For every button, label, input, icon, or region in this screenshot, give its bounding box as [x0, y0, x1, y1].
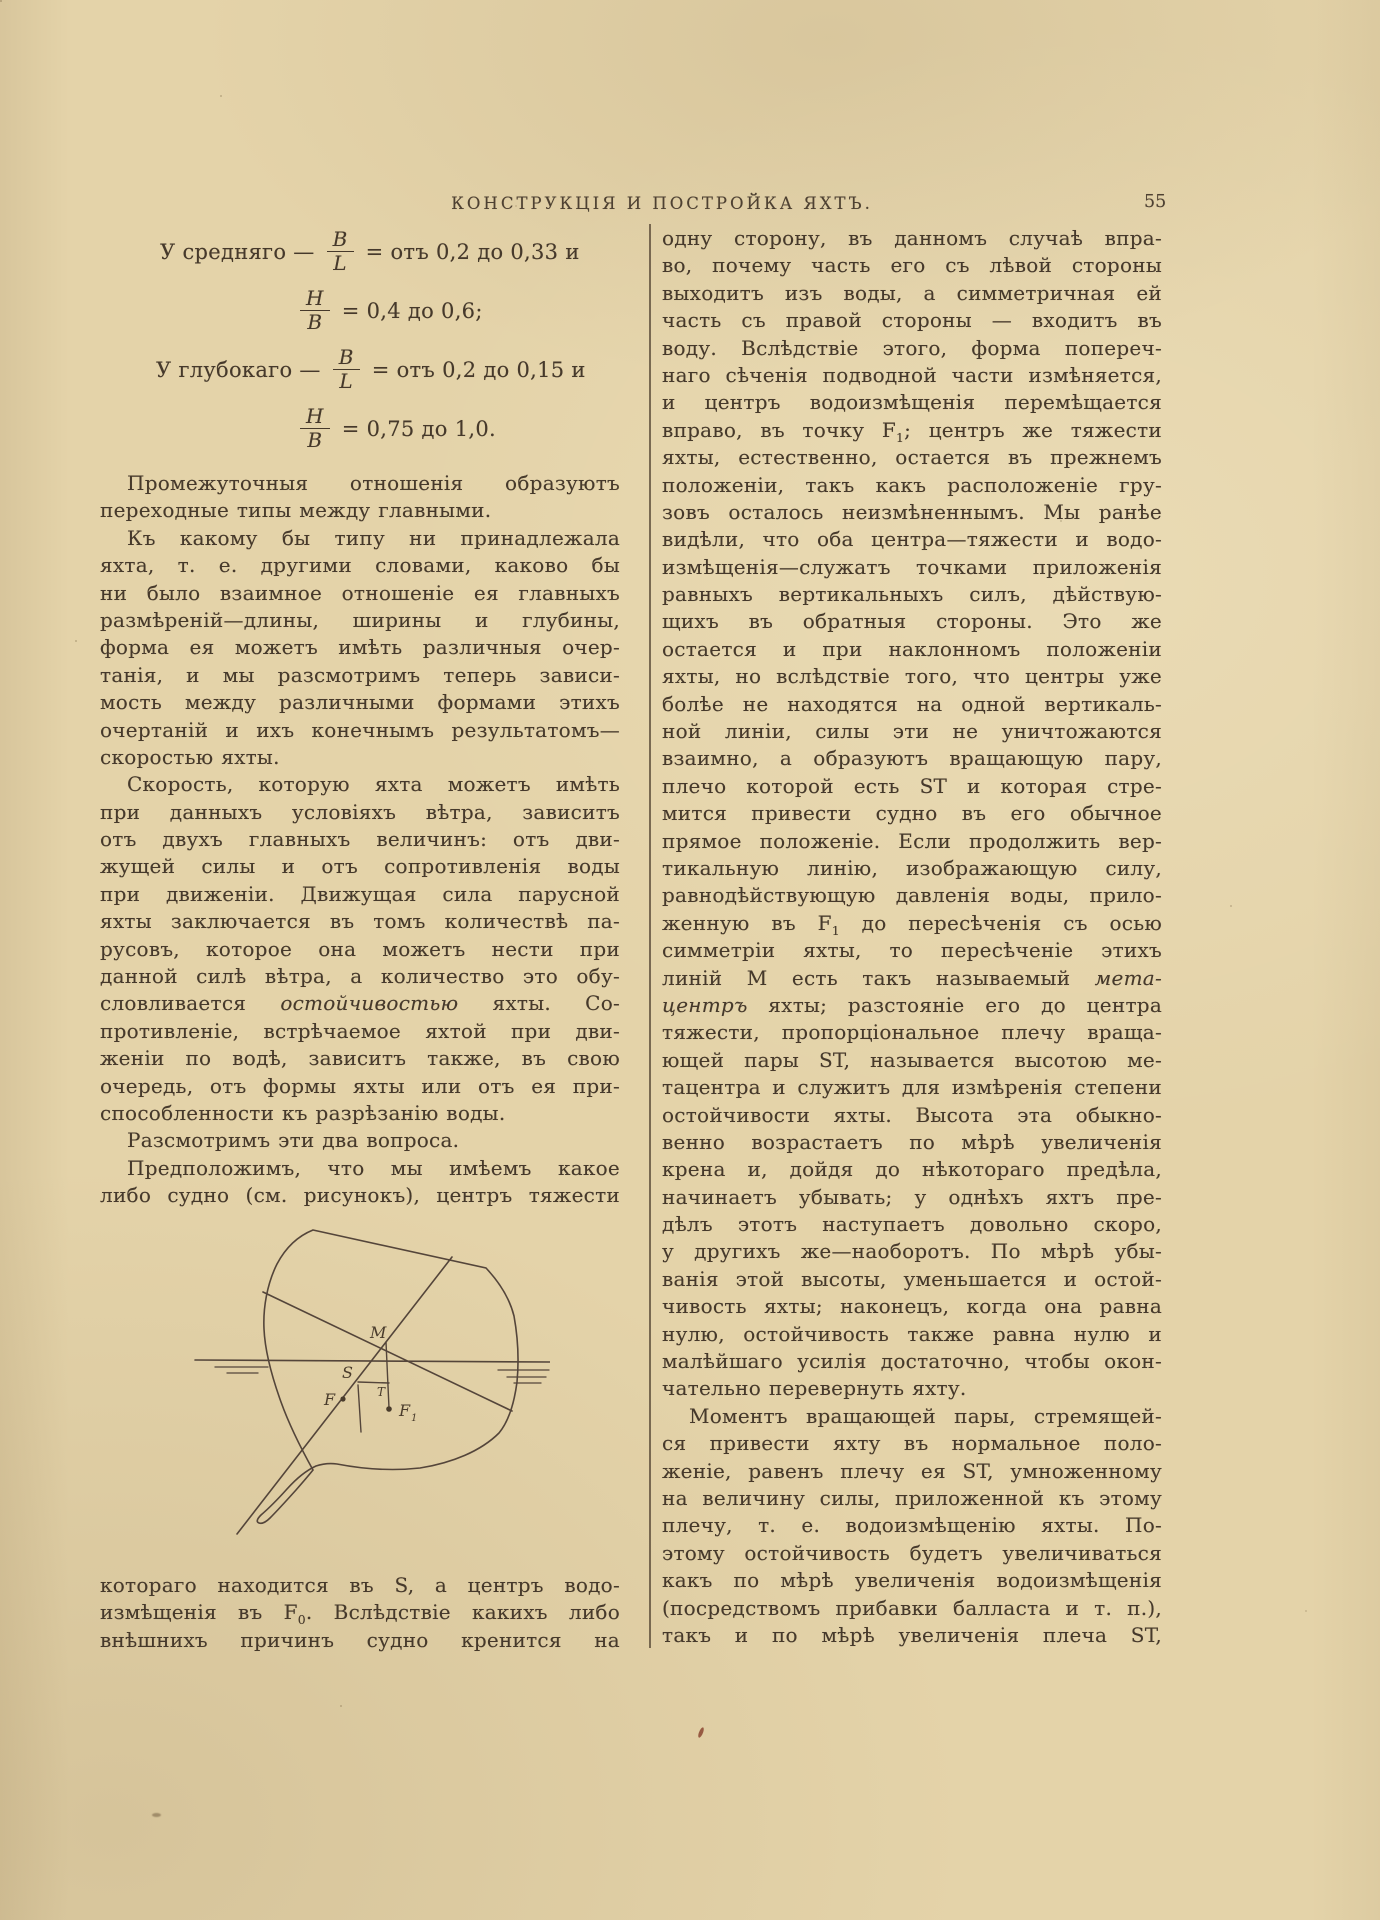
text-line: плечу, т. е. водоизмѣщенію яхты. По- — [662, 1513, 1162, 1538]
text-line: чательно перевернуть яхту. — [662, 1376, 967, 1401]
text-line: воду. Вслѣдствіе этого, форма попереч- — [662, 335, 1162, 360]
text-line: тацентра и служитъ для измѣренія степени — [662, 1075, 1162, 1100]
gravity-center-label: S — [342, 1363, 353, 1382]
text-line: нулю, остойчивость также равна нулю и — [662, 1321, 1162, 1346]
page-number: 55 — [1144, 192, 1167, 212]
formula-prefix: У средняго — — [160, 239, 315, 264]
text-line: венно возрастаетъ по мѣрѣ увеличенія — [662, 1129, 1162, 1154]
text-line: крена и, дойдя до нѣкотораго предѣла, — [662, 1157, 1162, 1182]
lever-st-line — [358, 1382, 389, 1383]
stray-ink-mark — [697, 1727, 704, 1739]
waterline-hatch-left — [215, 1367, 268, 1373]
formula-deep-type-hb — [100, 399, 620, 458]
text-line: у другихъ же—наоборотъ. По мѣрѣ убы- — [662, 1239, 1162, 1264]
running-title: КОНСТРУКЦІЯ И ПОСТРОЙКА ЯХТЪ. — [451, 194, 873, 213]
text-line: на величину силы, приложенной къ этому — [662, 1485, 1162, 1510]
point-f-upright — [340, 1396, 345, 1401]
text-line: ванія этой высоты, уменьшается и остой- — [662, 1266, 1162, 1291]
formula-value: = 0,75 до 1,0. — [341, 416, 496, 441]
text-line: наго сѣченія подводной части измѣняется, — [662, 362, 1162, 387]
text-line: малѣйшаго усилія достаточно, чтобы окон- — [662, 1349, 1162, 1374]
text-line: какъ по мѣрѣ увеличенія водоизмѣщенія — [662, 1568, 1162, 1593]
text-line: ни было взаимное отношеніе ея главныхъ — [100, 580, 620, 605]
text-line: начинаетъ убывать; у однѣхъ яхтъ пре- — [662, 1184, 1162, 1209]
text-line: яхты, но вслѣдствіе того, что центры уже — [662, 664, 1162, 689]
text-line: равныхъ вертикальныхъ силъ, дѣйствую- — [662, 582, 1162, 607]
text-line: либо судно (см. рисунокъ), центръ тяжести — [100, 1183, 620, 1208]
text-line: размѣреній—длины, ширины и глубины, — [100, 607, 620, 632]
text-line: остойчивости яхты. Высота эта обыкно- — [662, 1102, 1162, 1127]
text-line: мость между различными формами этихъ — [100, 690, 620, 715]
text-line: (посредствомъ прибавки балласта и т. п.), — [662, 1595, 1162, 1620]
text-line: чивость яхты; наконецъ, когда она равна — [662, 1294, 1162, 1319]
text-line: ющей пары ST, называется высотою ме- — [662, 1047, 1162, 1072]
text-line: измѣщенія—служатъ точками приложенія — [662, 554, 1162, 579]
text-line: щихъ въ обратныя стороны. Это же — [662, 609, 1162, 634]
text-line: Къ какому бы типу ни принадлежала — [127, 525, 620, 550]
text-line: переходные типы между главными. — [100, 498, 492, 523]
text-line: этому остойчивость будетъ увеличиваться — [662, 1540, 1162, 1565]
text-line: взаимно, а образуютъ вращающую пару, — [662, 746, 1162, 771]
fraction-b-over-l: $\frac{B}{L}$ — [333, 347, 360, 392]
column-divider — [649, 224, 651, 1648]
text-line: плечо которой есть ST и которая стре- — [662, 773, 1162, 798]
formula-prefix: У глубокаго — — [156, 357, 321, 382]
left-column-text-after-figure — [100, 1572, 620, 1654]
displacement-heeled-label: F — [399, 1401, 411, 1420]
text-line: дѣлъ этотъ наступаетъ довольно скоро, — [662, 1212, 1162, 1237]
text-line: прямое положеніе. Если продолжить вер- — [662, 828, 1162, 853]
text-line: женную въ $F_1$ до пересѣченія съ осью — [662, 910, 1162, 938]
text-line: тикальную линію, изображающую силу, — [662, 855, 1162, 880]
waterline — [195, 1360, 550, 1362]
text-line: женіе, равенъ плечу ея ST, умноженному — [662, 1458, 1162, 1483]
text-line: мится привести судно въ его обычное — [662, 801, 1162, 826]
text-line: отъ двухъ главныхъ величинъ: отъ дви- — [100, 827, 620, 852]
lever-point-label: T — [377, 1385, 386, 1399]
metacenter-label: M — [370, 1323, 387, 1342]
text-line: зовъ осталось неизмѣненнымъ. Мы ранѣе — [662, 499, 1162, 524]
text-line: и центръ водоизмѣщенія перемѣщается — [662, 390, 1162, 415]
text-line: яхты заключается въ томъ количествѣ па- — [100, 909, 620, 934]
waterline-hatch-right — [498, 1370, 549, 1383]
text-line: русовъ, которое она можетъ нести при — [100, 936, 620, 961]
gravity-vertical-line — [358, 1385, 361, 1432]
text-line: очертаній и ихъ конечнымъ результатомъ— — [100, 717, 620, 742]
formula-value: = отъ 0,2 до 0,33 и — [365, 239, 580, 264]
left-column — [100, 222, 620, 1210]
heeled-yacht-section-figure — [100, 1212, 550, 1557]
text-line: часть съ правой стороны — входитъ въ — [662, 308, 1162, 333]
text-line: такъ и по мѣрѣ увеличенія плеча ST, — [662, 1622, 1162, 1647]
right-column-text — [662, 225, 1162, 1649]
formula-medium-type-bl — [100, 222, 620, 281]
text-line: словливается остойчивостью яхты. Со- — [100, 991, 621, 1016]
text-line: во, почему часть его съ лѣвой стороны — [662, 253, 1162, 278]
text-line: яхта, т. е. другими словами, каково бы — [100, 553, 620, 578]
text-line: форма ея можетъ имѣть различныя очер- — [100, 635, 620, 660]
text-line: очередь, отъ формы яхты или отъ ея при- — [100, 1073, 620, 1098]
formula-value: = отъ 0,2 до 0,15 и — [371, 357, 586, 382]
text-line: Разсмотримъ эти два вопроса. — [127, 1128, 460, 1153]
paper-specks — [0, 0, 2, 2]
text-line: измѣщенія въ $F_0$. Вслѣдствіе какихъ либо — [100, 1600, 620, 1628]
text-line: вправо, въ точку $F_1$; центръ же тяжести — [662, 417, 1162, 445]
text-line: данной силѣ вѣтра, а количество это обу- — [100, 964, 620, 989]
figure-drawing — [100, 1212, 550, 1557]
text-line: центръ яхты; разстояніе его до центра — [662, 992, 1162, 1017]
text-line: положеніи, такъ какъ расположеніе гру- — [662, 472, 1162, 497]
text-line: остается и при наклонномъ положеніи — [662, 636, 1162, 661]
displacement-center-label: F — [324, 1390, 336, 1409]
symmetry-axis-line — [237, 1257, 452, 1534]
old-waterline-chord — [263, 1292, 512, 1411]
text-line: котораго находится въ S, а центръ водо- — [100, 1573, 620, 1597]
text-line: ся привести яхту въ нормальное поло- — [662, 1431, 1162, 1456]
text-line: способленности къ разрѣзанію воды. — [100, 1100, 506, 1125]
formula-medium-type-hb — [100, 281, 620, 340]
fraction-h-over-b: $\frac{H}{B}$ — [300, 406, 330, 451]
text-line: скоростью яхты. — [100, 744, 280, 769]
text-line: танія, и мы разсмотримъ теперь зависи- — [100, 662, 620, 687]
formula-value: = 0,4 до 0,6; — [341, 298, 483, 323]
text-line: Промежуточныя отношенія образуютъ — [127, 471, 620, 495]
text-line: одну сторону, въ данномъ случаѣ впра- — [662, 226, 1162, 250]
text-line: женіи по водѣ, зависитъ также, въ свою — [100, 1046, 620, 1071]
text-line: яхты, естественно, остается въ прежнемъ — [662, 445, 1162, 470]
left-column-text — [100, 470, 620, 1210]
text-line: при данныхъ условіяхъ вѣтра, зависитъ — [100, 799, 620, 824]
fraction-b-over-l: $\frac{B}{L}$ — [327, 229, 354, 274]
text-line: жущей силы и отъ сопротивленія воды — [100, 854, 620, 879]
text-line: Предположимъ, что мы имѣемъ какое — [127, 1155, 620, 1180]
text-line: Скорость, которую яхта можетъ имѣть — [127, 772, 620, 797]
text-line: ной линіи, силы эти не уничтожаются — [662, 719, 1162, 744]
text-line: внѣшнихъ причинъ судно кренится на — [100, 1627, 620, 1652]
formula-deep-type-bl — [100, 340, 620, 399]
text-line: противленіе, встрѣчаемое яхтой при дви- — [100, 1018, 620, 1043]
text-line: видѣли, что оба центра—тяжести и водо- — [662, 527, 1162, 552]
text-line: выходитъ изъ воды, а симметричная ей — [662, 280, 1162, 305]
text-line: при движеніи. Движущая сила парусной — [100, 881, 620, 906]
text-line: равнодѣйствующую давленія воды, прило- — [662, 883, 1162, 908]
text-line: болѣе не находятся на одной вертикаль- — [662, 691, 1162, 716]
point-f1-heeled — [386, 1406, 392, 1412]
paper-smudge — [152, 1813, 161, 1817]
fraction-h-over-b: $\frac{H}{B}$ — [300, 288, 330, 333]
text-line: симметріи яхты, то пересѣченіе этихъ — [662, 938, 1162, 963]
text-line: Моментъ вращающей пары, стремящей- — [689, 1403, 1162, 1428]
ratio-formulas — [100, 222, 620, 458]
text-line: тяжести, пропорціональное плечу враща- — [662, 1020, 1162, 1045]
text-line: линій М есть такъ называемый мета- — [662, 965, 1162, 990]
displacement-heeled-subscript: 1 — [411, 1413, 418, 1424]
